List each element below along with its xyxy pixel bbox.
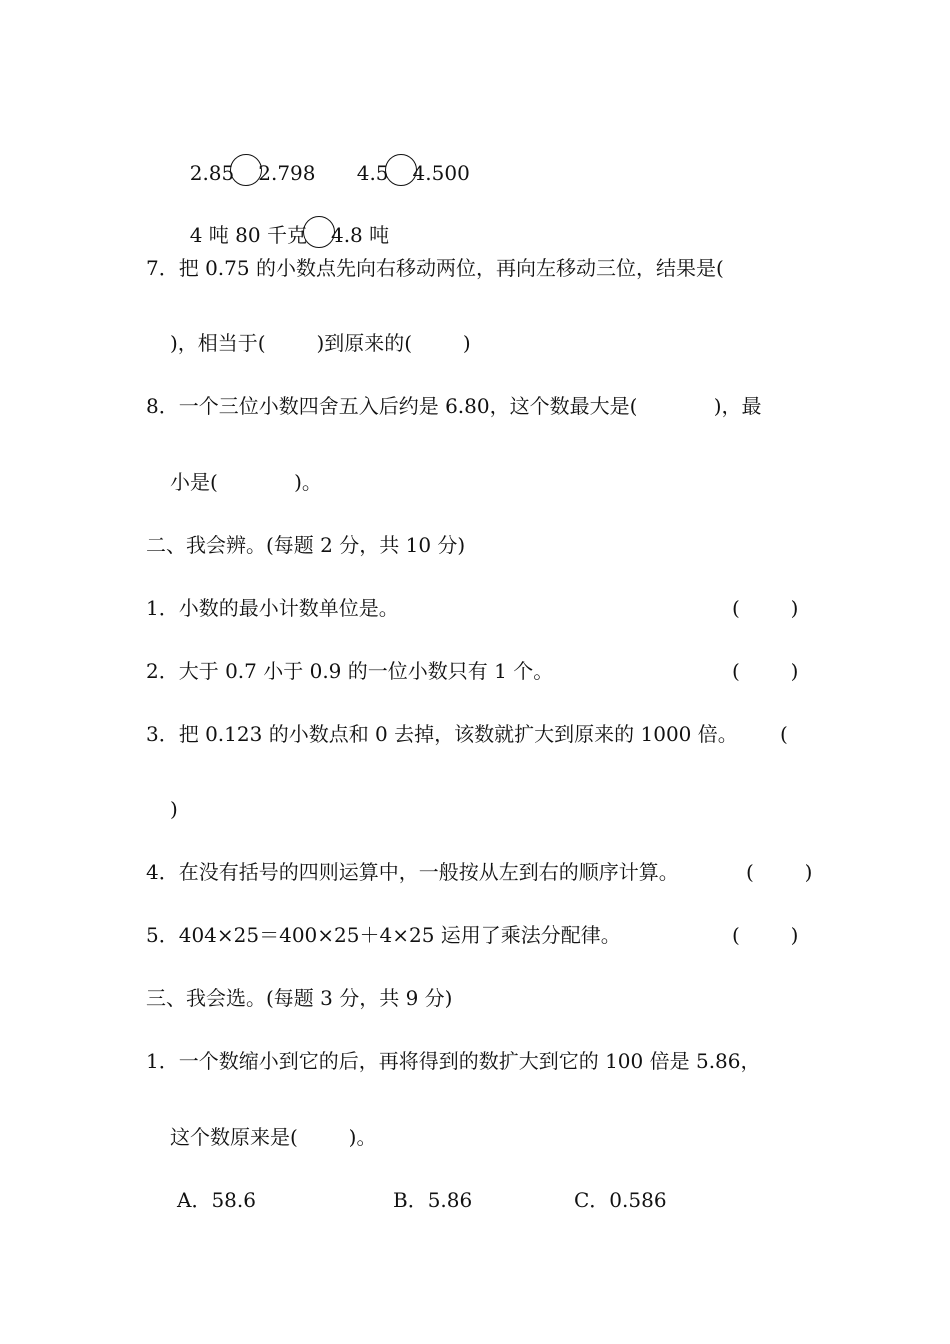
compare-row2-right: 4.8 吨	[330, 223, 390, 247]
compare-row-1	[177, 128, 316, 186]
judge-item-2: 2．大于 0.7 小于 0.9 的一位小数只有 1 个。	[146, 659, 554, 683]
judge-answer-blank-1[interactable]: ( )	[732, 596, 799, 620]
q7-line-1: 7．把 0.75 的小数点先向右移动两位，再向左移动三位，结果是(	[146, 256, 724, 280]
q8-line-1: 8．一个三位小数四舍五入后约是 6.80，这个数最大是( )，最	[146, 394, 762, 418]
compare-row-1b	[344, 128, 470, 186]
compare-row2-left: 4 吨 80 千克	[189, 223, 307, 247]
choice-option-a[interactable]: A．58.6	[177, 1188, 256, 1212]
choice-q1-line-1: 1．一个数缩小到它的后，再将得到的数扩大到它的 100 倍是 5.86，	[146, 1049, 761, 1073]
q7-line-2: )，相当于( )到原来的( )	[170, 331, 471, 355]
judge-item-3: 3．把 0.123 的小数点和 0 去掉，该数就扩大到原来的 1000 倍。	[146, 722, 738, 746]
compare-a-left: 2.85	[189, 161, 235, 185]
choice-q1-line-2: 这个数原来是( )。	[170, 1125, 377, 1149]
judge-answer-blank-3-open[interactable]: (	[780, 722, 788, 746]
judge-answer-blank-2[interactable]: ( )	[732, 659, 799, 683]
compare-row-2	[177, 190, 389, 248]
q8-line-2: 小是( )。	[170, 470, 322, 494]
judge-item-1: 1．小数的最小计数单位是。	[146, 596, 399, 620]
choice-option-b[interactable]: B．5.86	[393, 1188, 473, 1212]
section-3-title: 三、我会选。(每题 3 分，共 9 分)	[146, 986, 453, 1010]
judge-answer-blank-4[interactable]: ( )	[746, 860, 813, 884]
compare-b-right: 4.500	[412, 161, 470, 185]
judge-answer-blank-3-close: )	[170, 797, 178, 821]
compare-b-left: 4.5	[356, 161, 389, 185]
choice-option-c[interactable]: C．0.586	[574, 1188, 667, 1212]
section-2-title: 二、我会辨。(每题 2 分，共 10 分)	[146, 533, 466, 557]
judge-item-5: 5．404×25＝400×25＋4×25 运用了乘法分配律。	[146, 923, 621, 947]
compare-a-right: 2.798	[258, 161, 316, 185]
judge-answer-blank-5[interactable]: ( )	[732, 923, 799, 947]
judge-item-4: 4．在没有括号的四则运算中，一般按从左到右的顺序计算。	[146, 860, 679, 884]
